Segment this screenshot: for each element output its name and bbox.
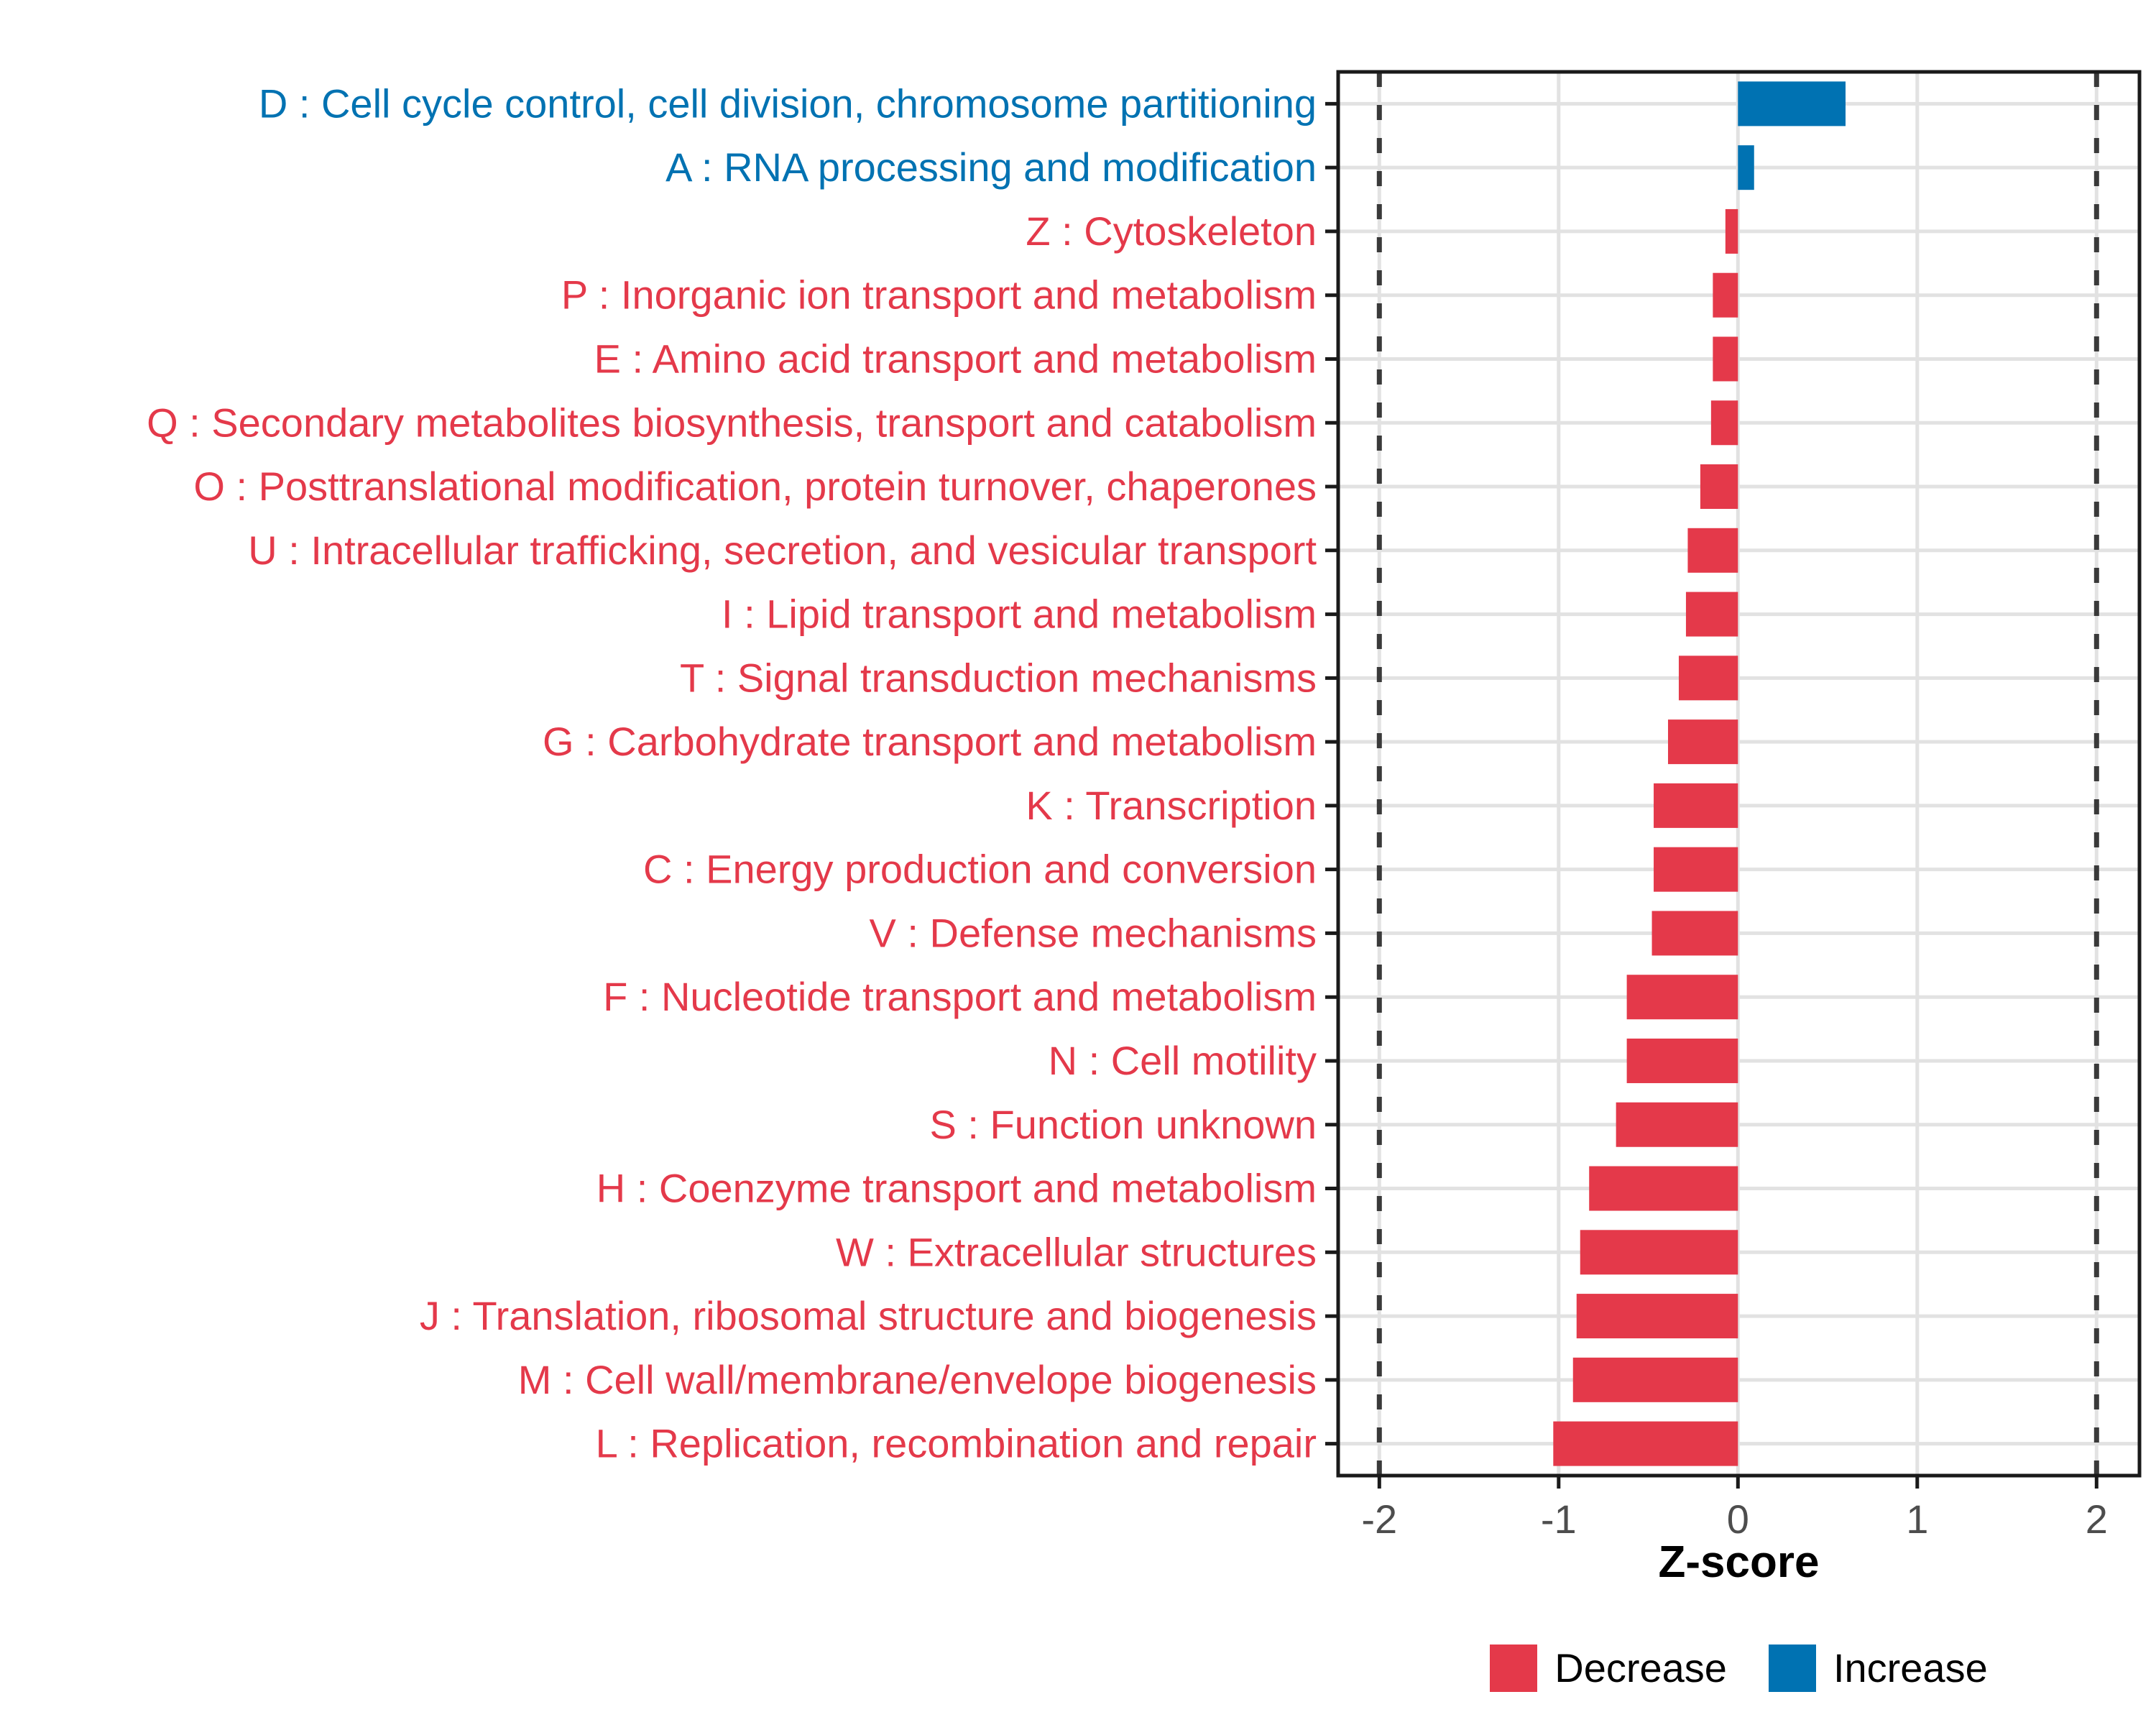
legend-swatch-decrease: [1490, 1644, 1537, 1692]
legend: [1338, 1644, 2139, 1692]
x-tick-label: 2: [2085, 1496, 2108, 1542]
category-label-J: J : Translation, ribosomal structure and biogenesis: [419, 1293, 1317, 1339]
category-label-Q: Q : Secondary metabolites biosynthesis, transport and catabolism: [147, 400, 1317, 446]
category-label-V: V : Defense mechanisms: [869, 910, 1317, 956]
category-label-C: C : Energy production and conversion: [643, 846, 1317, 892]
bar-J: [1577, 1294, 1738, 1338]
category-label-E: E : Amino acid transport and metabolism: [594, 336, 1317, 382]
category-label-N: N : Cell motility: [1048, 1037, 1317, 1083]
bar-K: [1654, 783, 1738, 828]
bar-H: [1589, 1167, 1738, 1211]
bar-I: [1686, 592, 1738, 637]
bar-A: [1738, 145, 1754, 190]
bar-S: [1616, 1103, 1738, 1147]
category-label-P: P : Inorganic ion transport and metabolism: [561, 272, 1317, 318]
bar-P: [1713, 273, 1738, 318]
bar-V: [1652, 911, 1738, 955]
category-label-T: T : Signal transduction mechanisms: [679, 655, 1317, 701]
category-label-G: G : Carbohydrate transport and metabolism: [543, 719, 1317, 765]
bar-L: [1553, 1422, 1738, 1466]
bar-Z: [1726, 209, 1738, 254]
bar-E: [1713, 336, 1738, 381]
category-label-O: O : Posttranslational modification, protein turnover, chaperones: [193, 464, 1317, 510]
legend-item-increase: [1769, 1644, 1988, 1692]
category-label-U: U : Intracellular trafficking, secretion, and vesicular transport: [248, 527, 1317, 573]
category-label-M: M : Cell wall/membrane/envelope biogenesis: [517, 1356, 1317, 1402]
category-label-L: L : Replication, recombination and repair: [595, 1420, 1317, 1466]
bar-D: [1738, 81, 1846, 126]
bar-M: [1573, 1358, 1738, 1402]
x-tick-label: 0: [1726, 1496, 1749, 1542]
category-label-H: H : Coenzyme transport and metabolism: [596, 1165, 1317, 1211]
legend-label-decrease: Decrease: [1554, 1645, 1727, 1690]
bar-C: [1654, 847, 1738, 892]
category-label-A: A : RNA processing and modification: [665, 144, 1317, 190]
category-label-F: F : Nucleotide transport and metabolism: [603, 974, 1317, 1020]
x-tick-label: 1: [1906, 1496, 1929, 1542]
x-axis-title: Z-score: [1658, 1537, 1820, 1587]
bar-N: [1627, 1039, 1738, 1083]
legend-swatch-increase: [1769, 1644, 1816, 1692]
bar-Q: [1711, 400, 1738, 445]
category-label-I: I : Lipid transport and metabolism: [722, 591, 1317, 637]
x-tick-label: -1: [1540, 1496, 1577, 1542]
bar-O: [1700, 464, 1738, 509]
bar-T: [1679, 656, 1738, 700]
bar-W: [1580, 1230, 1738, 1274]
bar-F: [1627, 975, 1738, 1019]
category-label-Z: Z : Cytoskeleton: [1026, 208, 1317, 254]
legend-label-increase: Increase: [1833, 1645, 1988, 1690]
category-label-W: W : Extracellular structures: [835, 1229, 1317, 1275]
legend-item-decrease: [1490, 1644, 1727, 1692]
bar-U: [1687, 528, 1738, 573]
x-tick-label: -2: [1361, 1496, 1398, 1542]
category-label-D: D : Cell cycle control, cell division, chromosome partitioning: [258, 80, 1317, 126]
category-label-K: K : Transcription: [1026, 782, 1317, 828]
category-label-S: S : Function unknown: [929, 1101, 1317, 1147]
bar-G: [1668, 719, 1738, 764]
